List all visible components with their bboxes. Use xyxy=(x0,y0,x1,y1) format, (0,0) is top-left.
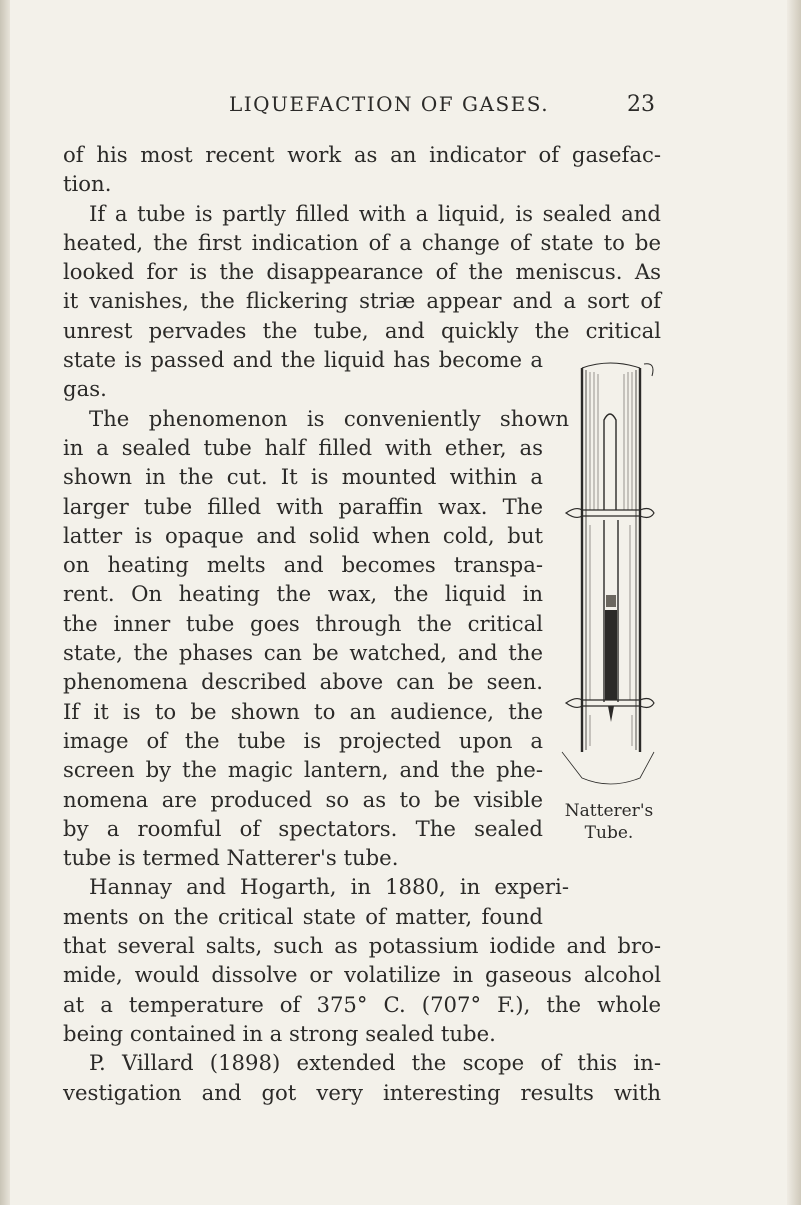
text-line: mide, would dissolve or volatilize in gaseous alcohol xyxy=(63,962,661,988)
text-line: latter is opaque and solid when cold, but xyxy=(63,522,543,548)
text-line: gas. xyxy=(63,376,107,402)
text-line: image of the tube is projected upon a xyxy=(63,727,543,753)
text-line: looked for is the disappearance of the meniscus. As xyxy=(63,259,661,285)
text-line: vestigation and got very interesting results with xyxy=(63,1079,661,1105)
text-line: at a temperature of 375° C. (707° F.), the whole xyxy=(63,991,661,1017)
text-line: If it is to be shown to an audience, the xyxy=(63,698,543,724)
running-head-title: LIQUEFACTION OF GASES. xyxy=(229,92,550,116)
text-line: screen by the magic lantern, and the phe- xyxy=(63,757,543,783)
inner-tube-top xyxy=(604,414,616,510)
liquid-column xyxy=(605,610,617,700)
natterer-tube-illustration xyxy=(552,360,664,790)
text-line: that several salts, such as potassium iodide and bro- xyxy=(63,933,661,959)
inner-tube-tip xyxy=(608,706,614,722)
text-line: in a sealed tube half filled with ether, as xyxy=(63,434,543,460)
text-line: larger tube filled with paraffin wax. The xyxy=(63,493,543,519)
text-line: tube is termed Natterer's tube. xyxy=(63,845,399,871)
text-line: phenomena described above can be seen. xyxy=(63,669,543,695)
text-line: by a roomful of spectators. The sealed xyxy=(63,815,543,841)
text-line: unrest pervades the tube, and quickly the critical xyxy=(63,317,661,343)
text-line: ments on the critical state of matter, found xyxy=(63,903,543,929)
page-number: 23 xyxy=(627,92,655,117)
text-line: Hannay and Hogarth, in 1880, in experi- xyxy=(89,874,569,900)
text-line: rent. On heating the wax, the liquid in xyxy=(63,581,543,607)
outer-tube-top xyxy=(582,363,640,368)
text-line: of his most recent work as an indicator of gasefac- xyxy=(63,142,661,167)
text-line: on heating melts and becomes transpa- xyxy=(63,552,543,578)
text-line: shown in the cut. It is mounted within a xyxy=(63,464,543,490)
figure-caption xyxy=(551,800,667,844)
text-line: nomena are produced so as to be visible xyxy=(63,786,543,812)
text-line: the inner tube goes through the critical xyxy=(63,610,543,636)
text-line: it vanishes, the flickering striæ appear and a sort of xyxy=(63,288,661,314)
text-line: state, the phases can be watched, and the xyxy=(63,640,543,666)
running-head xyxy=(0,92,801,122)
text-line: being contained in a strong sealed tube. xyxy=(63,1020,496,1046)
natterer-tube-figure xyxy=(552,360,664,790)
page-fore-edge xyxy=(787,0,801,1205)
text-line: If a tube is partly filled with a liquid, is sealed and xyxy=(89,200,661,226)
text-line: heated, the first indication of a change of state to be xyxy=(63,229,661,255)
page-binding-edge xyxy=(0,0,10,1205)
text-line: tion. xyxy=(63,171,112,197)
caption-line: Tube. xyxy=(584,823,634,843)
caption-line: Natterer's xyxy=(564,801,654,821)
text-line: The phenomenon is conveniently shown xyxy=(89,405,569,431)
text-line: state is passed and the liquid has become a xyxy=(63,347,543,373)
text-line: P. Villard (1898) extended the scope of this in- xyxy=(89,1050,661,1076)
